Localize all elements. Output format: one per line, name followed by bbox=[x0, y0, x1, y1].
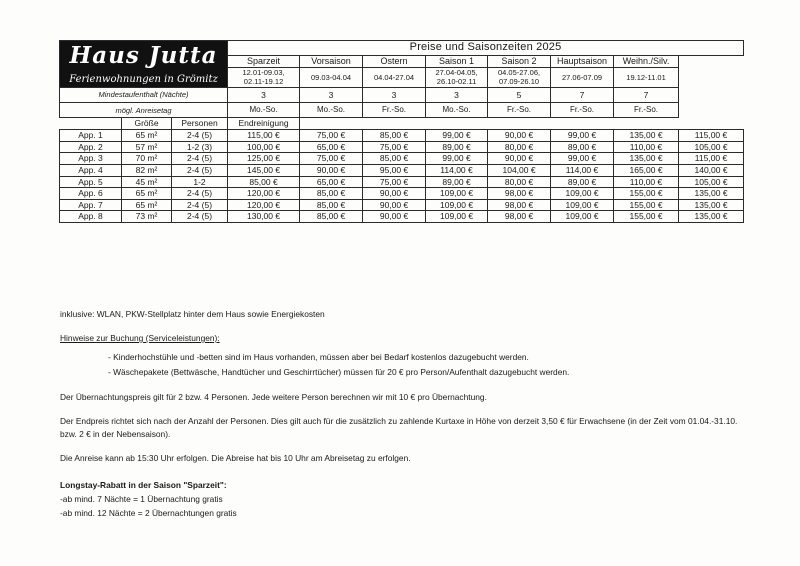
table-row bbox=[60, 211, 744, 223]
apartment-price: 90,00 € bbox=[363, 188, 426, 200]
apartment-price: 75,00 € bbox=[363, 141, 426, 153]
apartment-price: 98,00 € bbox=[488, 188, 551, 200]
apartment-price: 135,00 € bbox=[679, 188, 744, 200]
apartment-name: App. 6 bbox=[60, 188, 122, 200]
logo-subtitle: Ferienwohnungen in Grömitz bbox=[69, 73, 218, 85]
apartment-size: 65 m² bbox=[122, 130, 172, 142]
apartment-cleaning: 85,00 € bbox=[228, 176, 300, 188]
banner-title: Preise und Saisonzeiten 2025 bbox=[228, 41, 744, 56]
season-dates: 27.06-07.09 bbox=[551, 68, 614, 88]
table-row bbox=[60, 176, 744, 188]
apartment-price: 85,00 € bbox=[300, 211, 363, 223]
apartment-price: 99,00 € bbox=[426, 153, 488, 165]
logo-block bbox=[60, 41, 228, 88]
apartment-size: 65 m² bbox=[122, 199, 172, 211]
table-row bbox=[60, 141, 744, 153]
table-row bbox=[60, 199, 744, 211]
apartment-price: 115,00 € bbox=[679, 153, 744, 165]
list-item: - Kinderhochstühle und -betten sind im Haus vorhanden, müssen aber bei Bedarf kostenlos dazugebucht werden. bbox=[108, 352, 529, 363]
apartment-price: 90,00 € bbox=[300, 164, 363, 176]
apartment-name: App. 4 bbox=[60, 164, 122, 176]
apartment-price: 135,00 € bbox=[614, 130, 679, 142]
apartment-size: 82 m² bbox=[122, 164, 172, 176]
apartment-price: 165,00 € bbox=[614, 164, 679, 176]
inclusive-text: inklusive: WLAN, PKW-Stellplatz hinter dem Haus sowie Energiekosten bbox=[60, 309, 325, 319]
apartment-price: 85,00 € bbox=[363, 153, 426, 165]
apartment-cleaning: 145,00 € bbox=[228, 164, 300, 176]
apartment-name: App. 5 bbox=[60, 176, 122, 188]
longstay-heading: Longstay-Rabatt in der Saison "Sparzeit": bbox=[60, 480, 227, 491]
apartment-price: 109,00 € bbox=[551, 199, 614, 211]
season-name: Saison 1 bbox=[426, 55, 488, 67]
apartment-size: 73 m² bbox=[122, 211, 172, 223]
apartment-price: 90,00 € bbox=[363, 211, 426, 223]
apartment-price: 75,00 € bbox=[300, 130, 363, 142]
apartment-price: 104,00 € bbox=[488, 164, 551, 176]
min-stay-value: 5 bbox=[488, 87, 551, 103]
apartment-persons: 1-2 (3) bbox=[172, 141, 228, 153]
apartment-price: 110,00 € bbox=[614, 176, 679, 188]
season-name: Weihn./Silv. bbox=[614, 55, 679, 67]
apartment-size: 45 m² bbox=[122, 176, 172, 188]
apartment-price: 155,00 € bbox=[614, 188, 679, 200]
apartment-price: 99,00 € bbox=[551, 130, 614, 142]
apartment-price: 90,00 € bbox=[488, 130, 551, 142]
min-stay-value: 3 bbox=[426, 87, 488, 103]
min-stay-value: 7 bbox=[551, 87, 614, 103]
apartment-price: 135,00 € bbox=[679, 211, 744, 223]
apartment-name: App. 8 bbox=[60, 211, 122, 223]
min-stay-row bbox=[60, 87, 744, 103]
min-stay-value: 3 bbox=[363, 87, 426, 103]
arrival-day-value: Fr.-So. bbox=[363, 103, 426, 118]
apartment-name: App. 7 bbox=[60, 199, 122, 211]
season-dates: 09.03-04.04 bbox=[300, 68, 363, 88]
apartment-price: 109,00 € bbox=[426, 199, 488, 211]
apartment-price: 98,00 € bbox=[488, 199, 551, 211]
arrival-day-value: Fr.-So. bbox=[614, 103, 679, 118]
apartment-price: 89,00 € bbox=[551, 176, 614, 188]
apartment-price: 85,00 € bbox=[300, 188, 363, 200]
apartment-price: 109,00 € bbox=[551, 188, 614, 200]
apartment-cleaning: 120,00 € bbox=[228, 188, 300, 200]
apartment-price: 89,00 € bbox=[426, 176, 488, 188]
apartment-price: 105,00 € bbox=[679, 141, 744, 153]
apartment-price: 155,00 € bbox=[614, 199, 679, 211]
season-name: Saison 2 bbox=[488, 55, 551, 67]
longstay-line: -ab mind. 7 Nächte = 1 Übernachtung gratis bbox=[60, 494, 223, 505]
season-name: Sparzeit bbox=[228, 55, 300, 67]
apartment-price: 89,00 € bbox=[426, 141, 488, 153]
overnight-price-text: Der Übernachtungspreis gilt für 2 bzw. 4 Personen. Jede weitere Person berechnen wir mit 10 € pro Übernachtung. bbox=[60, 392, 487, 403]
arrival-day-value: Mo.-So. bbox=[300, 103, 363, 118]
apartment-price: 109,00 € bbox=[426, 188, 488, 200]
apartment-price: 80,00 € bbox=[488, 176, 551, 188]
apartment-cleaning: 115,00 € bbox=[228, 130, 300, 142]
season-name: Ostern bbox=[363, 55, 426, 67]
apartment-persons: 1-2 bbox=[172, 176, 228, 188]
apartment-cleaning: 130,00 € bbox=[228, 211, 300, 223]
apartment-price: 99,00 € bbox=[551, 153, 614, 165]
apartment-persons: 2-4 (5) bbox=[172, 153, 228, 165]
season-dates: 12.01-09.03, 02.11-19.12 bbox=[228, 68, 300, 88]
apartment-price: 85,00 € bbox=[363, 130, 426, 142]
season-dates: 27.04-04.05, 26.10-02.11 bbox=[426, 68, 488, 88]
empty-header-span bbox=[300, 118, 744, 130]
min-stay-value: 3 bbox=[300, 87, 363, 103]
apartment-price: 114,00 € bbox=[426, 164, 488, 176]
min-stay-value: 7 bbox=[614, 87, 679, 103]
col-header-persons: Personen bbox=[172, 118, 228, 130]
column-header-row bbox=[60, 118, 744, 130]
price-table bbox=[59, 40, 744, 223]
table-row bbox=[60, 153, 744, 165]
apartment-cleaning: 100,00 € bbox=[228, 141, 300, 153]
table-row bbox=[60, 130, 744, 142]
season-dates: 04.05-27.06, 07.09-26.10 bbox=[488, 68, 551, 88]
min-stay-label: Mindestaufenthalt (Nächte) bbox=[60, 87, 228, 103]
arrival-departure-text: Die Anreise kann ab 15:30 Uhr erfolgen. Die Abreise hat bis 10 Uhr am Abreisetag zu erfolgen. bbox=[60, 453, 411, 464]
apartment-cleaning: 120,00 € bbox=[228, 199, 300, 211]
apartment-price: 115,00 € bbox=[679, 130, 744, 142]
longstay-section bbox=[60, 479, 750, 520]
booking-notes-heading: Hinweise zur Buchung (Serviceleistungen): bbox=[60, 333, 220, 344]
apartment-price: 98,00 € bbox=[488, 211, 551, 223]
apartment-price: 105,00 € bbox=[679, 176, 744, 188]
table-row bbox=[60, 164, 744, 176]
apartment-price: 114,00 € bbox=[551, 164, 614, 176]
table-banner-row bbox=[60, 41, 744, 56]
apartment-price: 110,00 € bbox=[614, 141, 679, 153]
apartment-persons: 2-4 (5) bbox=[172, 199, 228, 211]
arrival-day-value: Mo.-So. bbox=[426, 103, 488, 118]
min-stay-value: 3 bbox=[228, 87, 300, 103]
apartment-price: 109,00 € bbox=[426, 211, 488, 223]
season-name: Vorsaison bbox=[300, 55, 363, 67]
apartment-size: 57 m² bbox=[122, 141, 172, 153]
arrival-day-value: Mo.-So. bbox=[228, 103, 300, 118]
arrival-day-label: mögl. Anreisetag bbox=[60, 103, 228, 118]
apartment-persons: 2-4 (5) bbox=[172, 130, 228, 142]
apartment-price: 65,00 € bbox=[300, 141, 363, 153]
apartment-name: App. 1 bbox=[60, 130, 122, 142]
apartment-size: 70 m² bbox=[122, 153, 172, 165]
apartment-price: 80,00 € bbox=[488, 141, 551, 153]
apartment-size: 65 m² bbox=[122, 188, 172, 200]
apartment-name: App. 3 bbox=[60, 153, 122, 165]
apartment-price: 75,00 € bbox=[300, 153, 363, 165]
longstay-line: -ab mind. 12 Nächte = 2 Übernachtungen gratis bbox=[60, 508, 237, 519]
apartment-persons: 2-4 (5) bbox=[172, 164, 228, 176]
apartment-price: 90,00 € bbox=[488, 153, 551, 165]
apartment-price: 99,00 € bbox=[426, 130, 488, 142]
apartment-price: 85,00 € bbox=[300, 199, 363, 211]
final-price-text: Der Endpreis richtet sich nach der Anzahl der Personen. Dies gilt auch für die zusätzlich zu zahlende Kurtaxe in Höhe von derzeit 3,50 € für Erwachsene (in der Zeit vom 01.04.-31.10. bzw. 2 € in der Nebensaison). bbox=[60, 416, 738, 440]
apartment-price: 135,00 € bbox=[614, 153, 679, 165]
apartment-price: 135,00 € bbox=[679, 199, 744, 211]
list-item: - Wäschepakete (Bettwäsche, Handtücher und Geschirrtücher) müssen für 20 € pro Person/Aufenthalt dazugebucht werden. bbox=[108, 367, 570, 378]
apartment-persons: 2-4 (5) bbox=[172, 188, 228, 200]
arrival-day-value: Fr.-So. bbox=[551, 103, 614, 118]
apartment-price: 75,00 € bbox=[363, 176, 426, 188]
apartment-price: 90,00 € bbox=[363, 199, 426, 211]
apartment-price: 65,00 € bbox=[300, 176, 363, 188]
season-dates: 04.04-27.04 bbox=[363, 68, 426, 88]
arrival-day-value: Fr.-So. bbox=[488, 103, 551, 118]
apartment-persons: 2-4 (5) bbox=[172, 211, 228, 223]
apartment-name: App. 2 bbox=[60, 141, 122, 153]
price-table-container bbox=[59, 40, 743, 223]
apartment-price: 140,00 € bbox=[679, 164, 744, 176]
col-header-size: Größe bbox=[122, 118, 172, 130]
apartment-price: 109,00 € bbox=[551, 211, 614, 223]
season-name: Hauptsaison bbox=[551, 55, 614, 67]
logo-title: Haus Jutta bbox=[69, 41, 218, 69]
apartment-price: 95,00 € bbox=[363, 164, 426, 176]
season-dates: 19.12-11.01 bbox=[614, 68, 679, 88]
empty-corner-cell bbox=[60, 118, 122, 130]
apartment-price: 89,00 € bbox=[551, 141, 614, 153]
table-row bbox=[60, 188, 744, 200]
arrival-day-row bbox=[60, 103, 744, 118]
booking-notes-list bbox=[60, 351, 750, 379]
apartment-price: 155,00 € bbox=[614, 211, 679, 223]
notes-section bbox=[60, 308, 750, 521]
apartment-cleaning: 125,00 € bbox=[228, 153, 300, 165]
col-header-cleaning: Endreinigung bbox=[228, 118, 300, 130]
